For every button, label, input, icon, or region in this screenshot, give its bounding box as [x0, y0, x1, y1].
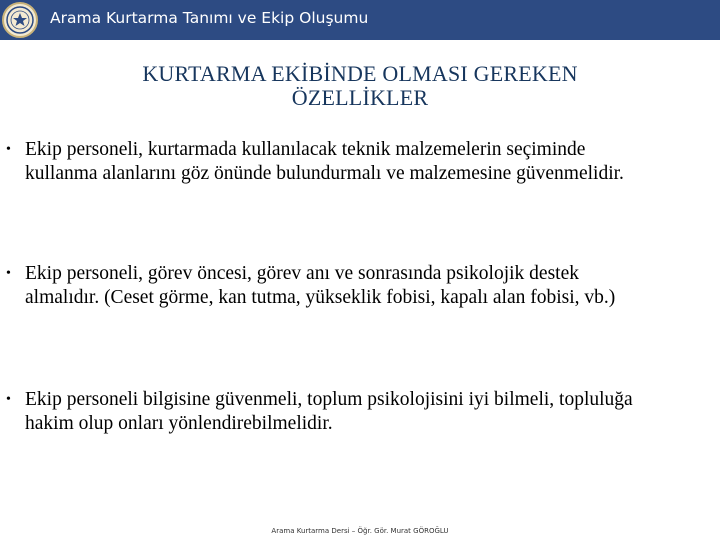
- bullet-item: [6, 138, 712, 186]
- slide-title-line1: KURTARMA EKİBİNDE OLMASI GEREKEN: [142, 61, 578, 86]
- bullet-marker: •: [6, 392, 11, 407]
- bullet-text-line: kullanma alanlarını göz önünde bulundurmalı ve malzemesine güvenmelidir.: [25, 163, 624, 184]
- bullet-text-line: Ekip personeli, kurtarmada kullanılacak teknik malzemelerin seçiminde: [25, 139, 586, 160]
- slide-title-line2: ÖZELLİKLER: [291, 85, 429, 110]
- bullet-item: [6, 262, 712, 310]
- bullet-text-line: Ekip personeli bilgisine güvenmeli, toplum psikolojisini iyi bilmeli, topluluğa: [25, 389, 633, 410]
- university-seal-icon: [2, 2, 38, 38]
- slide-title: [60, 62, 660, 110]
- bullet-text-line: Ekip personeli, görev öncesi, görev anı ve sonrasında psikolojik destek: [25, 263, 579, 284]
- footer-credit: Arama Kurtarma Dersi – Öğr. Gör. Murat GÖROĞLU: [271, 527, 449, 535]
- header-title: Arama Kurtarma Tanımı ve Ekip Oluşumu: [50, 9, 369, 27]
- bullet-text-line: hakim olup onları yönlendirebilmelidir.: [25, 413, 333, 434]
- bullet-marker: •: [6, 142, 11, 157]
- bullet-marker: •: [6, 266, 11, 281]
- bullet-item: [6, 388, 712, 436]
- bullet-text-line: almalıdır. (Ceset görme, kan tutma, yükseklik fobisi, kapalı alan fobisi, vb.): [25, 287, 616, 308]
- header-bar: [0, 0, 720, 40]
